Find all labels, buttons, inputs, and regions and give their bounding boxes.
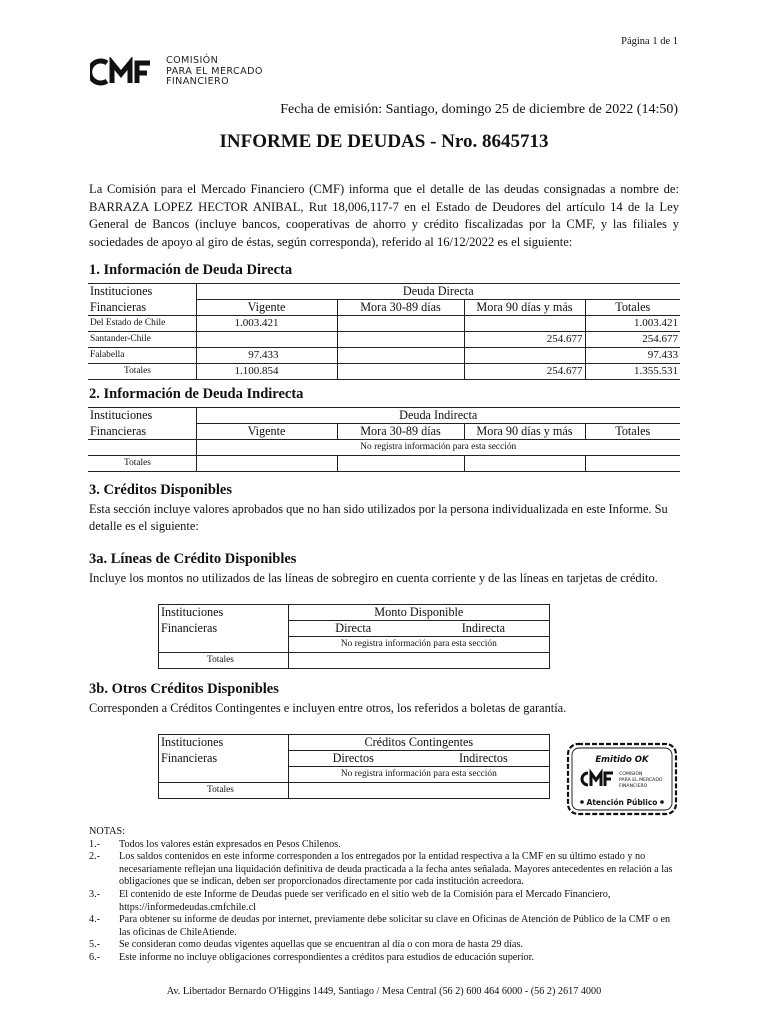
totals-row bbox=[159, 653, 550, 669]
note-number: 6.- bbox=[89, 951, 101, 963]
note-item bbox=[89, 952, 681, 965]
credit-lines-table bbox=[158, 604, 550, 669]
credits-heading: 3. Créditos Disponibles bbox=[89, 482, 233, 498]
note-item bbox=[89, 914, 681, 939]
cmf-logo-mark bbox=[90, 57, 160, 87]
institution-name: Falabella bbox=[88, 348, 196, 364]
note-number: 5.- bbox=[89, 939, 101, 951]
col-header: Vigente bbox=[196, 300, 337, 316]
col-header: Mora 30-89 días bbox=[337, 424, 464, 440]
footer-address: Av. Libertador Bernardo O'Higgins 1449, Santiago / Mesa Central (56 2) 600 464 6000 - (56 2) 2617 4000 bbox=[166, 986, 602, 997]
col-header: Mora 90 días y más bbox=[464, 424, 585, 440]
issue-date: Fecha de emisión: Santiago, domingo 25 de diciembre de 2022 (14:50) bbox=[280, 102, 678, 117]
table-row bbox=[88, 316, 680, 332]
total-cell: 254.677 bbox=[585, 332, 680, 348]
credit-lines-heading: 3a. Líneas de Crédito Disponibles bbox=[89, 551, 297, 567]
note-item bbox=[89, 851, 681, 889]
grand-total: 1.355.531 bbox=[585, 364, 680, 380]
col-header: Indirectos bbox=[418, 751, 550, 767]
group-header: Créditos Contingentes bbox=[288, 735, 549, 751]
other-credits-table bbox=[158, 734, 550, 799]
totals-label: Totales bbox=[88, 456, 196, 472]
stamp-bottom-text: Atención Público bbox=[586, 798, 658, 807]
intro-paragraph: La Comisión para el Mercado Financiero (CMF) informa que el detalle de las deudas consignadas a nombre de: BARRAZA LOPEZ HECTOR ANIBAL, Rut 18,006,117-7 en el Estado de Deudores del artículo 14 de la Ley General de Bancos (incluye bancos, cooperativas de ahorro y crédito fiscalizadas por la CMF, y las filiales y sociedades de apoyo al giro de éstas, según corresponda), referido al 16/12/2022 es el siguiente: bbox=[89, 182, 679, 249]
cmf-logo-text bbox=[166, 56, 263, 88]
report-title: INFORME DE DEUDAS - Nro. 8645713 bbox=[219, 131, 549, 152]
logo-line: COMISIÓN bbox=[166, 55, 219, 66]
credit-lines-text: Incluye los montos no utilizados de las líneas de sobregiro en cuenta corriente y de las líneas en tarjetas de crédito. bbox=[89, 571, 658, 585]
other-credits-heading: 3b. Otros Créditos Disponibles bbox=[89, 681, 279, 697]
note-item bbox=[89, 939, 681, 952]
no-info-message: No registra información para esta sección bbox=[196, 440, 680, 456]
mora30-cell bbox=[337, 348, 464, 364]
notes-section bbox=[89, 826, 681, 965]
col-header: Totales bbox=[585, 300, 680, 316]
vigente-cell: 97.433 bbox=[196, 348, 337, 364]
credits-text: Esta sección incluye valores aprobados que no han sido utilizados por la persona individualizada en este Informe. Su detalle es el siguiente: bbox=[89, 502, 668, 533]
totals-row bbox=[88, 456, 680, 472]
col-header: Directos bbox=[288, 751, 418, 767]
page-number: Página 1 de 1 bbox=[621, 36, 678, 47]
note-text: El contenido de este Informe de Deudas puede ser verificado en el sitio web de la Comisión para el Mercado Financiero, https://informedeudas.cmfchile.cl bbox=[119, 888, 611, 913]
mora90-cell bbox=[464, 348, 585, 364]
table-row bbox=[88, 332, 680, 348]
institution-name: Del Estado de Chile bbox=[88, 316, 196, 332]
inst-label: Instituciones bbox=[88, 284, 196, 300]
note-number: 3.- bbox=[89, 888, 101, 900]
inst-label: Instituciones bbox=[159, 605, 289, 621]
cmf-logo bbox=[90, 56, 263, 88]
table-row bbox=[88, 348, 680, 364]
emitido-ok-stamp bbox=[566, 742, 678, 816]
indirect-debt-heading: 2. Información de Deuda Indirecta bbox=[89, 386, 304, 402]
mora90-total: 254.677 bbox=[464, 364, 585, 380]
mora30-total bbox=[337, 364, 464, 380]
inst-label: Financieras bbox=[88, 300, 196, 316]
direct-debt-heading: 1. Información de Deuda Directa bbox=[89, 262, 293, 278]
mora30-cell bbox=[337, 332, 464, 348]
direct-debt-table bbox=[88, 283, 680, 380]
no-info-message: No registra información para esta sección bbox=[288, 767, 549, 783]
total-cell: 1.003.421 bbox=[585, 316, 680, 332]
no-info-message: No registra información para esta sección bbox=[288, 637, 549, 653]
vigente-total: 1.100.854 bbox=[196, 364, 337, 380]
note-text: Se consideran como deudas vigentes aquellas que se encuentran al día o con mora de hasta 29 días. bbox=[119, 939, 523, 951]
total-cell: 97.433 bbox=[585, 348, 680, 364]
stamp-dot-icon bbox=[660, 800, 664, 804]
notes-heading: NOTAS: bbox=[89, 826, 125, 837]
note-text: Los saldos contenidos en este informe corresponden a los entregados por la entidad respectiva a la CMF en su último estado y no necesariamente reflejan una liquidación definitiva de deuda practicada a la fecha antes señalada. Mayores antecedentes en relación a las obligaciones que se indican, deben ser proporcionados directamente por cada institución acreedora. bbox=[119, 851, 673, 888]
other-credits-text: Corresponden a Créditos Contingentes e incluyen entre otros, los referidos a boletas de garantía. bbox=[89, 701, 567, 715]
col-header: Mora 90 días y más bbox=[464, 300, 585, 316]
institution-name: Santander-Chile bbox=[88, 332, 196, 348]
note-number: 4.- bbox=[89, 914, 101, 926]
note-number: 2.- bbox=[89, 851, 101, 863]
note-text: Este informe no incluye obligaciones correspondientes a créditos para estudios de educación superior. bbox=[119, 951, 535, 963]
vigente-cell: 1.003.421 bbox=[196, 316, 337, 332]
inst-label: Instituciones bbox=[159, 735, 289, 751]
group-header: Deuda Indirecta bbox=[196, 408, 680, 424]
totals-row bbox=[159, 783, 550, 799]
totals-row bbox=[88, 364, 680, 380]
col-header: Totales bbox=[585, 424, 680, 440]
col-header: Directa bbox=[288, 621, 418, 637]
group-header: Monto Disponible bbox=[288, 605, 549, 621]
inst-label: Financieras bbox=[159, 751, 289, 767]
indirect-debt-table bbox=[88, 407, 680, 472]
inst-label: Instituciones bbox=[88, 408, 196, 424]
mora90-cell: 254.677 bbox=[464, 332, 585, 348]
note-text: Todos los valores están expresados en Pesos Chilenos. bbox=[119, 838, 341, 850]
inst-label: Financieras bbox=[159, 621, 289, 637]
logo-line: PARA EL MERCADO bbox=[166, 65, 263, 77]
stamp-dot-icon bbox=[580, 800, 584, 804]
note-number: 1.- bbox=[89, 838, 101, 850]
vigente-cell bbox=[196, 332, 337, 348]
totals-label: Totales bbox=[159, 653, 289, 669]
totals-label: Totales bbox=[159, 783, 289, 799]
mora30-cell bbox=[337, 316, 464, 332]
note-item bbox=[89, 839, 681, 852]
stamp-logo-line: PARA EL MERCADO bbox=[619, 778, 663, 783]
totals-label: Totales bbox=[88, 364, 196, 380]
stamp-logo-line: COMISIÓN bbox=[619, 772, 643, 777]
note-item bbox=[89, 889, 681, 914]
col-header: Indirecta bbox=[418, 621, 550, 637]
note-text: Para obtener su informe de deudas por internet, previamente debe solicitar su clave en Oficinas de Atención de Público de la CMF o en las oficinas de ChileAtiende. bbox=[119, 914, 671, 938]
col-header: Mora 30-89 días bbox=[337, 300, 464, 316]
mora90-cell bbox=[464, 316, 585, 332]
stamp-logo-line: FINANCIERO bbox=[619, 784, 648, 789]
col-header: Vigente bbox=[196, 424, 337, 440]
stamp-top-text: Emitido OK bbox=[595, 755, 649, 765]
logo-line: FINANCIERO bbox=[166, 76, 230, 87]
group-header: Deuda Directa bbox=[196, 284, 680, 300]
stamp-cmf-logo-mark bbox=[582, 773, 613, 786]
inst-label: Financieras bbox=[88, 424, 196, 440]
